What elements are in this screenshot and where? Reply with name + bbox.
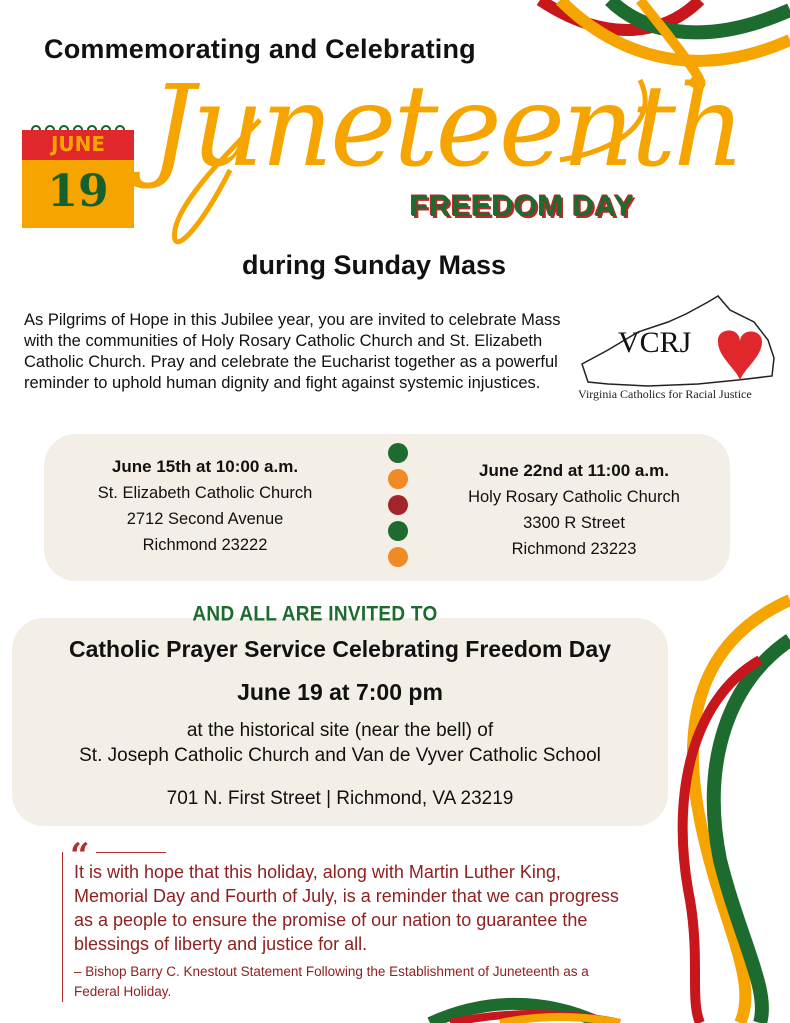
mass-church: Holy Rosary Catholic Church	[468, 488, 680, 506]
service-date: June 19 at 7:00 pm	[237, 679, 443, 705]
service-title: Catholic Prayer Service Celebrating Freedom Day	[69, 636, 611, 662]
dot	[388, 521, 408, 541]
service-site-line1: at the historical site (near the bell) of	[186, 720, 494, 741]
during-sunday-mass: during Sunday Mass	[242, 250, 507, 280]
service-site-line2: St. Joseph Catholic Church and Van de Vyver Catholic School	[79, 745, 601, 766]
freedom-day-subtitle: FREEDOM DAY	[410, 190, 635, 223]
logo-caption: Virginia Catholics for Racial Justice	[578, 387, 752, 401]
quote-rule	[96, 852, 166, 853]
service-address: 701 N. First Street | Richmond, VA 23219	[166, 788, 514, 809]
quote-icon: “	[70, 836, 90, 876]
calendar-day: 19	[47, 166, 109, 217]
logo-letters: VCRJ	[618, 326, 692, 359]
intro-paragraph: As Pilgrims of Hope in this Jubilee year, you are invited to celebrate Mass with the communities of Holy Rosary Catholic Church and St. Elizabeth Catholic Church. Pray and celebrate the Eucharist together as a powerful reminder to uphold human dignity and fight against systemic injustices.	[24, 311, 561, 392]
mass-city: Richmond 23223	[511, 540, 637, 558]
heading: Commemorating and Celebrating	[44, 34, 476, 64]
mass-street: 2712 Second Avenue	[126, 510, 284, 528]
calendar-icon	[22, 122, 134, 228]
dot	[388, 443, 408, 463]
dot	[388, 495, 408, 515]
invited-banner: AND ALL ARE INVITED TO	[192, 602, 438, 626]
mass-june-15	[70, 454, 340, 558]
service-site	[12, 718, 668, 768]
dot	[388, 547, 408, 567]
quote-attribution: – Bishop Barry C. Knestout Statement Following the Establishment of Juneteenth as a Federal Holiday.	[74, 964, 589, 999]
quote-bar	[62, 852, 63, 1002]
dot	[388, 469, 408, 489]
mass-street: 3300 R Street	[523, 514, 625, 532]
script-title: Juneteenth	[150, 62, 743, 192]
mass-city: Richmond 23222	[142, 536, 268, 554]
mass-time: June 15th at 10:00 a.m.	[111, 457, 299, 476]
mass-church: St. Elizabeth Catholic Church	[97, 484, 313, 502]
mass-june-22	[440, 458, 708, 562]
calendar-month: JUNE	[50, 132, 106, 156]
mass-time: June 22nd at 11:00 a.m.	[479, 461, 669, 480]
decorative-dots	[388, 443, 408, 573]
bishop-quote: It is with hope that this holiday, along with Martin Luther King, Memorial Day and Fourth of July, is a reminder that we can progress as a people to ensure the promise of our nation to guarantee the blessings of liberty and justice for all.	[74, 862, 619, 954]
